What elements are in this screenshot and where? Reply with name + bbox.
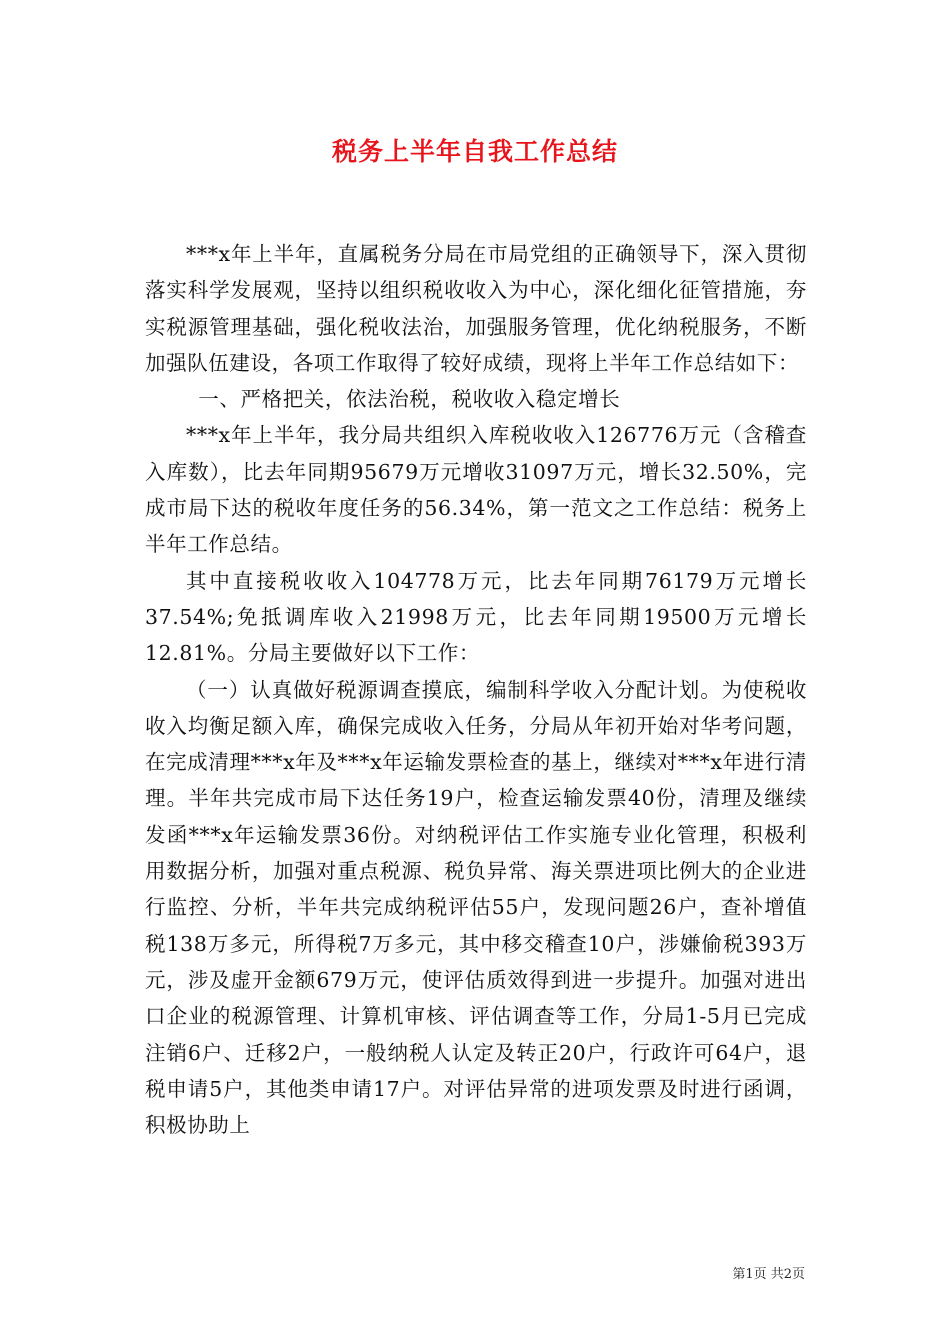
document-body [145, 236, 807, 1143]
paragraph-revenue: ***x年上半年，我分局共组织入库税收收入126776万元（含稽查入库数），比去年同期95679万元增收31097万元，增长32.50%，完成市局下达的税收年度任务的56.34%，第一范文之工作总结：税务上半年工作总结。 [145, 423, 807, 557]
section-heading-1: 一、严格把关，依法治税，税收收入稳定增长 [198, 387, 621, 412]
page-number: 第1页 共2页 [732, 1267, 805, 1282]
paragraph-subsection-1: （一）认真做好税源调查摸底，编制科学收入分配计划。为使税收收入均衡足额入库，确保完成收入任务，分局从年初开始对华考问题，在完成清理***x年及***x年运输发票检查的基上，继续对***x年进行清理。半年共完成市局下达任务19户，检查运输发票40份，清理及继续发函***x年运输发票36份。对纳税评估工作实施专业化管理，积极利用数据分析，加强对重点税源、税负异常、海关票进项比例大的企业进行监控、分析，半年共完成纳税评估55户，发现问题26户，查补增值税138万多元，所得税7万多元，其中移交稽查10户，涉嫌偷税393万元，涉及虚开金额679万元，使评估质效得到进一步提升。加强对进出口企业的税源管理、计算机审核、评估调查等工作，分局1-5月已完成注销6户、迁移2户，一般纳税人认定及转正20户，行政许可64户，退税申请5户，其他类申请17户。对评估异常的进项发票及时进行函调，积极协助上 [145, 677, 807, 1138]
document-title: 税务上半年自我工作总结 [331, 137, 618, 166]
paragraph-breakdown: 其中直接税收收入104778万元，比去年同期76179万元增长37.54%;免抵调库收入21998万元，比去年同期19500万元增长12.81%。分局主要做好以下工作： [145, 568, 807, 666]
paragraph-intro: ***x年上半年，直属税务分局在市局党组的正确领导下，深入贯彻落实科学发展观，坚持以组织税收收入为中心，深化细化征管措施，夯实税源管理基础，强化税收法治，加强服务管理，优化纳税服务，不断加强队伍建设，各项工作取得了较好成绩，现将上半年工作总结如下： [145, 242, 807, 375]
